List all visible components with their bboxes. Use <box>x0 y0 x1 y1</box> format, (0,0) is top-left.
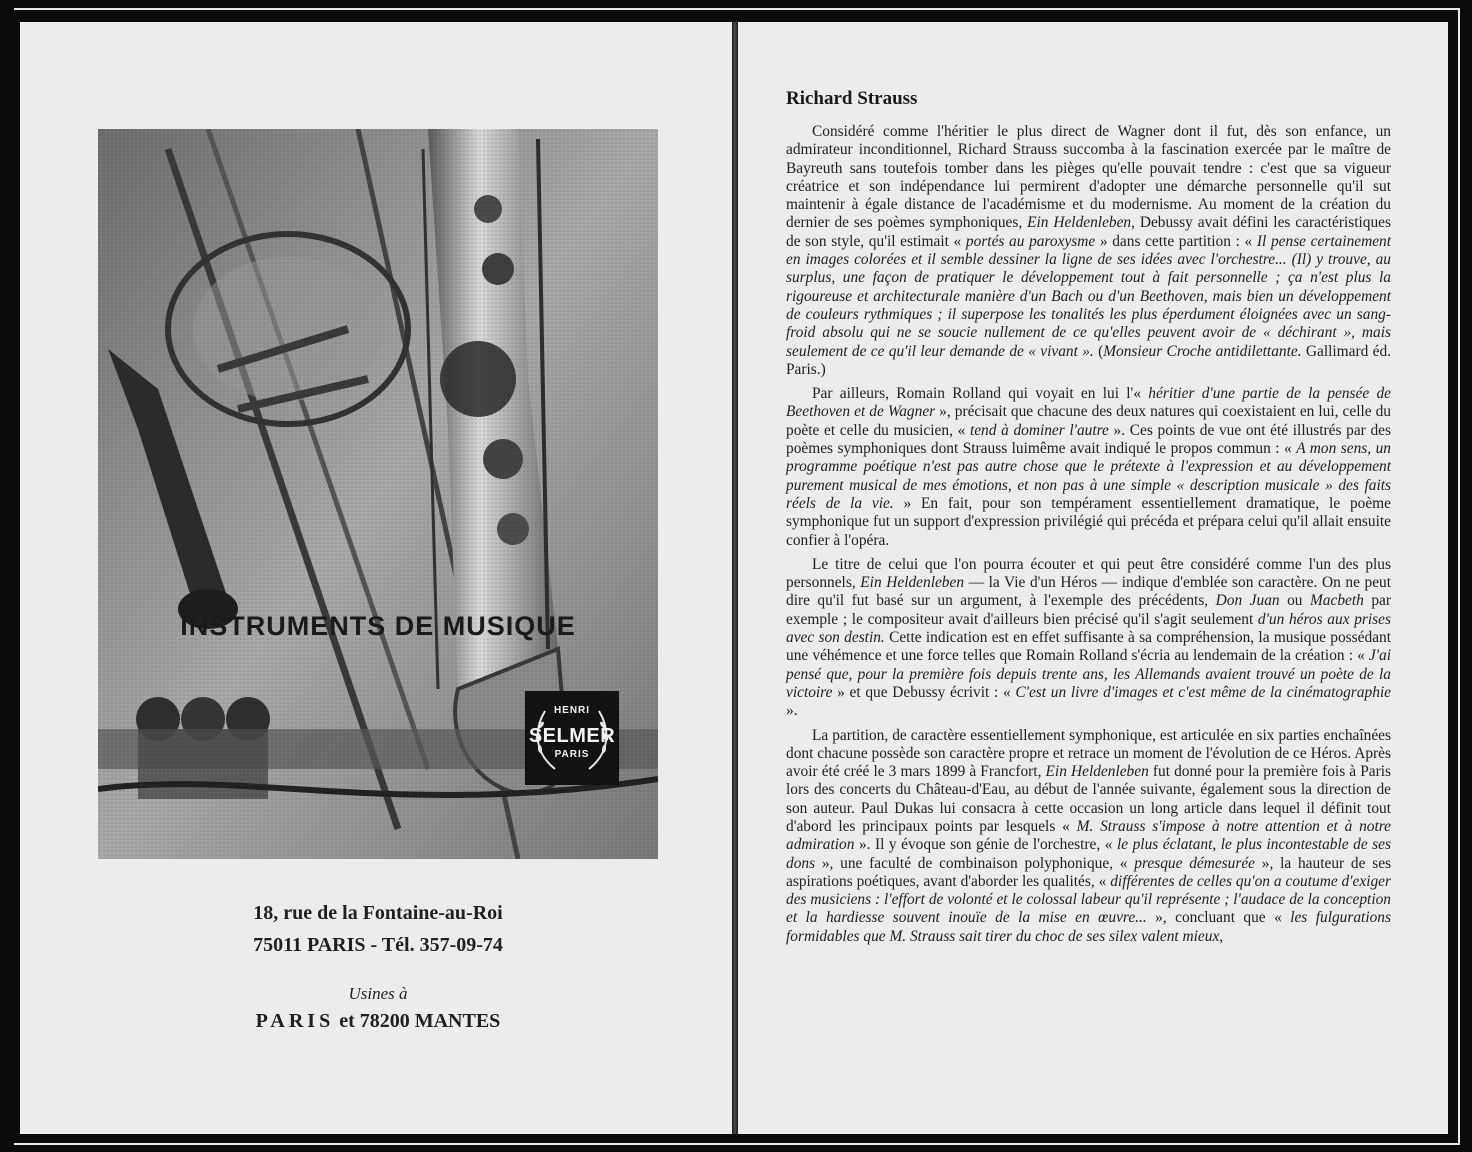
text-run: Gallimard éd. Paris.) <box>786 342 1391 378</box>
scan-border-bottom <box>14 1143 1460 1145</box>
article-title: Richard Strauss <box>786 88 918 109</box>
ad-headline: INSTRUMENTS DE MUSIQUE <box>180 611 576 641</box>
text-run: ». <box>786 702 798 720</box>
text-run: », précisait que chacune des deux natures qui coexistaient en lui, celle du poète et celle du musicien, « <box>786 403 1391 439</box>
text-run: par exemple ; le compositeur avait d'ailleurs bien précisé qu'il s'agit seulement <box>786 592 1391 628</box>
italic-run: tend à dominer l'autre <box>969 421 1109 439</box>
italic-run: J'ai pensé que, pour la première fois depuis trente ans, les Allemands avaient trouvé un poète de la victoire <box>786 647 1391 701</box>
text-run: ou <box>1279 592 1310 610</box>
italic-run: presque démesurée <box>1134 854 1256 872</box>
italic-run: A mon sens, un programme poétique n'est pas autre chose que le prétexte à l'expression et au développement purement musical de mes émotions, et non pas à une simple « description musicale » des faits réels de la vie. <box>786 440 1391 512</box>
italic-run: Monsieur Croche antidilettante. <box>1103 342 1302 360</box>
selmer-logo <box>525 691 619 785</box>
italic-run: les fulgurations formidables que M. Strauss sait tirer du choc de ses silex valent mieux, <box>786 909 1391 945</box>
italic-run: M. Strauss s'impose à notre attention et à notre admiration <box>786 817 1391 854</box>
text-run: ». Il y évoque son génie de l'orchestre, « <box>854 836 1117 854</box>
text-run: », la hauteur de ses aspirations poétiques, avant d'aborder les qualités, « <box>786 854 1392 890</box>
italic-run: Ein Heldenleben <box>860 574 965 592</box>
logo-selmer-text: SELMER <box>528 725 616 747</box>
article-paragraph <box>786 727 1391 947</box>
italic-run: Ein Heldenleben <box>1045 763 1149 781</box>
italic-run: Macbeth <box>1309 592 1364 610</box>
address-street: 18, rue de la Fontaine-au-Roi <box>253 902 503 924</box>
text-run: Par ailleurs, Romain Rolland qui voyait en lui l'« <box>812 385 1149 403</box>
article-body <box>786 123 1391 952</box>
italic-run: héritier d'une partie de la pensée de Beethoven et de Wagner <box>786 385 1391 421</box>
text-run: La partition, de caractère essentiellement symphonique, est articulée en six parties enchaînées dont chacune possède son caractère propre et retrace un moment de l'évolution de ce Héros. Après avoir été créé le 3 mars 1899 à Francfort, <box>786 726 1391 781</box>
text-run: » En fait, pour son tempérament essentiellement dramatique, le poème symphonique fut un support d'expression privilégié qui précéda et prépara celui qu'il allait ensuite confier à l'opéra. <box>786 494 1391 549</box>
italic-run: différentes de celles qu'on a coutume d'exiger des musiciens : l'effort de volonté et le colossal labeur qu'il représente ; l'audace de la conception et la hardiesse souvent inouïe de la mise en œuvre... <box>786 872 1391 927</box>
italic-run: d'un héros aux prises avec son destin. <box>786 610 1391 647</box>
left-page <box>20 22 732 1134</box>
italic-run: Il pense certainement en images colorées et il semble dessiner la ligne de ses idées avec l'orchestre... (Il) y trouve, au surplus, une façon de pratiquer le développement tout à fait personnelle ; ça n'est plus la rigoureuse et architecturale manière d'un Bach ou d'un Beethoven, mais bien un développement de couleurs rythmiques ; il superpose les tonalités les plus éperdument éloignées avec un sang-froid absolu qui ne se soucie nullement de ce qu'elles peuvent avoir de « déchirant », mais seulement de ce qu'il leur demande de « vivant ». <box>786 232 1392 360</box>
address-city-phone: 75011 PARIS - Tél. 357-09-74 <box>253 934 503 956</box>
factory-city-paris: PARIS <box>255 1010 335 1032</box>
article-paragraph <box>786 123 1391 379</box>
text-run: », concluant que « <box>1146 909 1291 927</box>
text-run: ( <box>1093 342 1104 360</box>
text-run: fut donné pour la première fois à Paris lors des concerts du Château-d'Eau, au début de l'année suivante, également sous la direction de son auteur. Paul Dukas lui consacra à cette occasion un long article dans lequel il définit tout d'abord les principaux points par lesquels « <box>786 763 1391 835</box>
text-run: » dans cette partition : « <box>1095 232 1257 250</box>
italic-run: C'est un livre d'images et c'est même de la cinématographie <box>1015 683 1391 701</box>
text-run: , Debussy avait défini les caractéristiques de son style, qu'il estimait « <box>786 214 1391 250</box>
text-run: » et que Debussy écrivit : « <box>832 683 1016 701</box>
italic-run: portés au paroxysme <box>965 232 1096 250</box>
text-run: », une faculté de combinaison polyphonique, « <box>815 854 1135 872</box>
factory-city-mantes: et 78200 MANTES <box>339 1010 501 1032</box>
logo-henri-text: HENRI <box>553 705 591 716</box>
italic-run: Ein Heldenleben <box>1027 214 1132 232</box>
selmer-advertisement-photo <box>98 129 658 859</box>
italic-run: Don Juan <box>1215 592 1280 610</box>
logo-paris-text: PARIS <box>554 749 590 760</box>
usines-label: Usines à <box>348 984 408 1003</box>
text-run: Le titre de celui que l'on pourra écouter et qui peut être considéré comme l'un des plus personnels, <box>786 555 1391 592</box>
text-run: — la Vie d'un Héros — indique d'emblée son caractère. On ne peut dire qu'il fut basé sur un argument, à l'exemple des précédents, <box>786 574 1391 610</box>
article-paragraph <box>786 556 1391 721</box>
right-page <box>738 22 1448 1134</box>
scan-border-top <box>14 8 1460 10</box>
text-run: Cette indication est en effet suffisante à sa compréhension, la musique possédant une véhémence et une force telles que Romain Rolland s'écria au lendemain de la création : « <box>786 629 1391 665</box>
text-run: ». Ces points de vue ont été illustrés par des poèmes symphoniques dont Strauss luimême avait indiqué le propos commun : « <box>786 421 1391 458</box>
text-run: Considéré comme l'héritier le plus direct de Wagner dont il fut, dès son enfance, un admirateur inconditionnel, Richard Strauss succomba à la fascination exercée par le maître de Bayreuth sans toutefois tomber dans les pièges qu'elle pouvait tendre : c'est que sa vigueur créatrice et son indépendance lui permirent d'adopter une démarche personnelle qu'il sut maintenir à égale distance de l'académisme et du modernisme. Au moment de la création du dernier de ses poèmes symphoniques, <box>786 123 1391 232</box>
article-paragraph <box>786 385 1391 550</box>
italic-run: le plus éclatant, le plus incontestable de ses dons <box>786 836 1391 872</box>
factory-cities <box>98 1010 658 1033</box>
scan-border-right <box>1458 8 1460 1145</box>
